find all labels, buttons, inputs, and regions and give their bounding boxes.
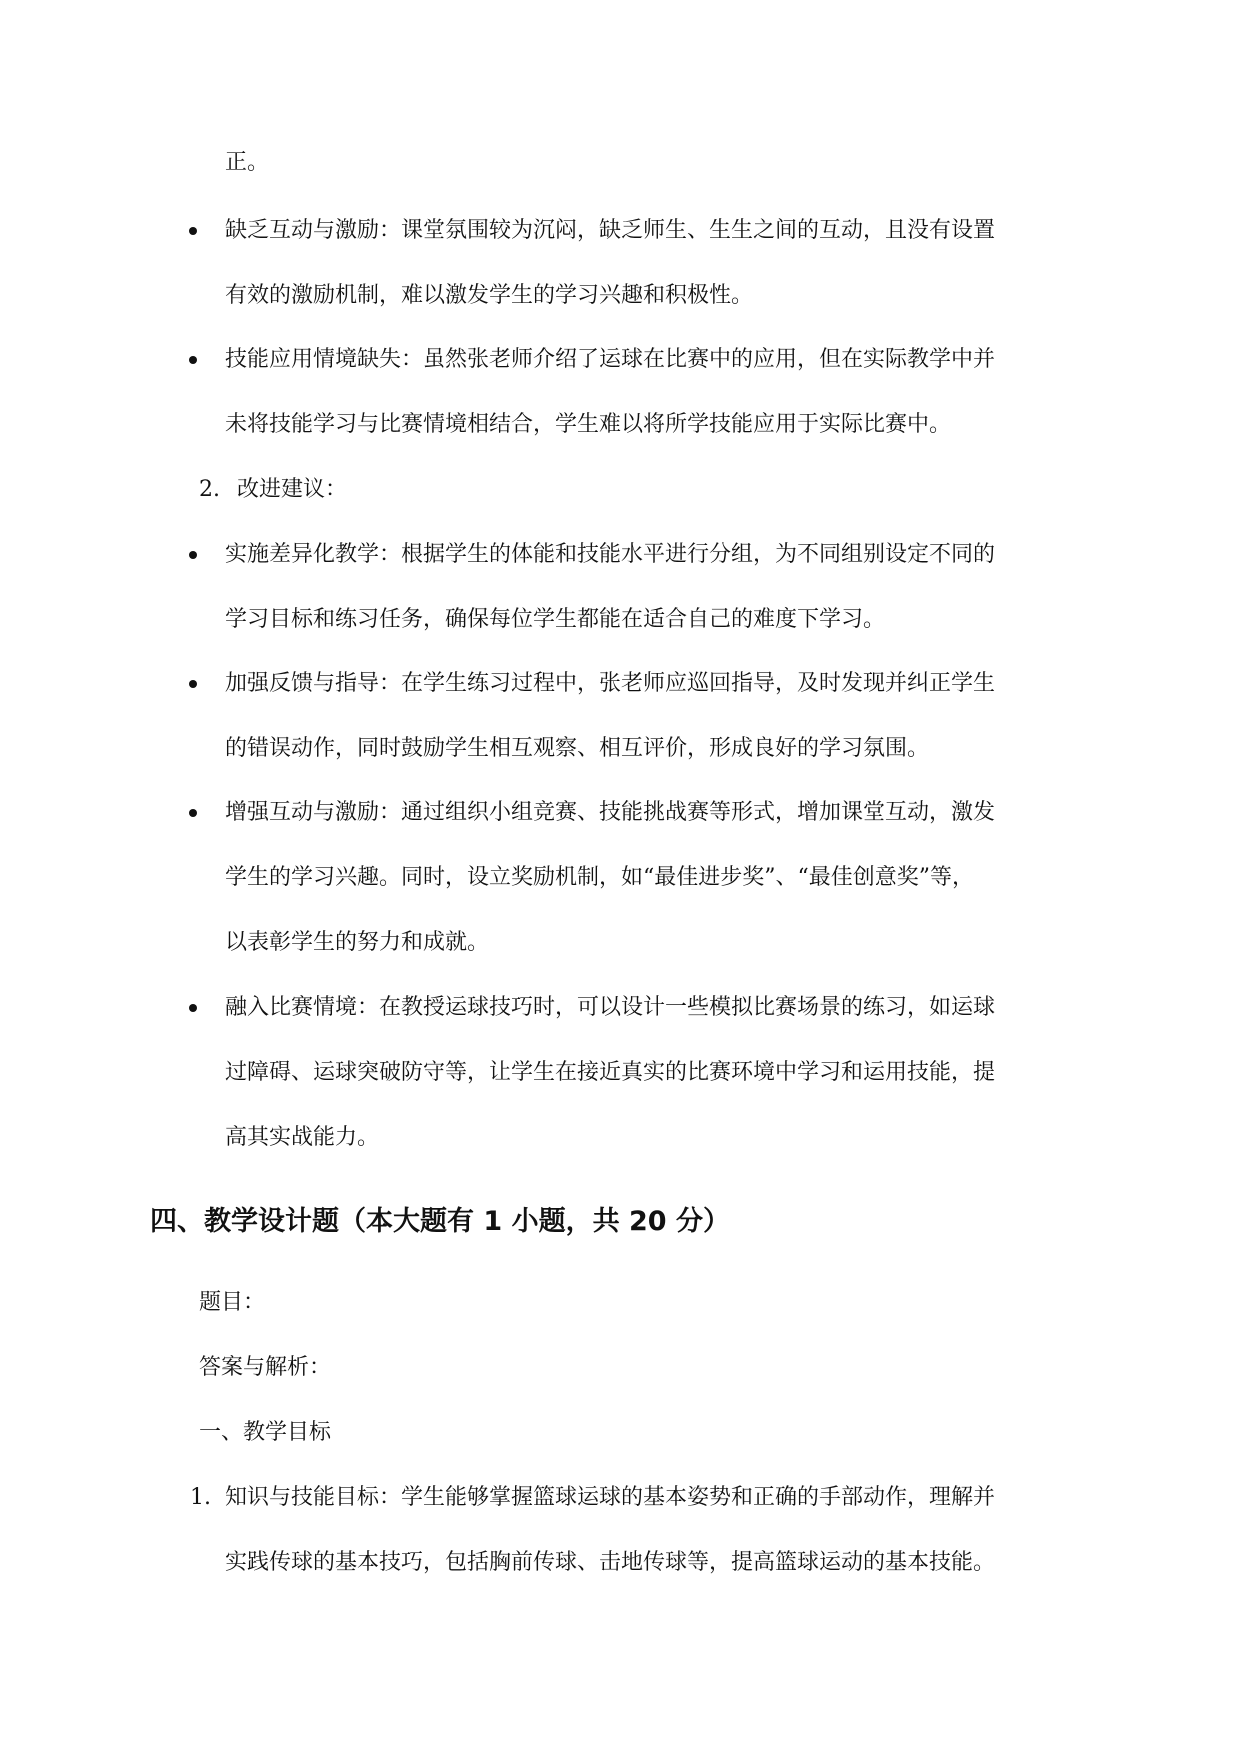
suggestions-number: 2. (199, 477, 220, 502)
objective-1-line-2: 实践传球的基本技巧，包括胸前传球、击地传球等，提高篮球运动的基本技能。 (225, 1550, 996, 1575)
problem-2-line-1: 技能应用情境缺失：虽然张老师介绍了运球在比赛中的应用，但在实际教学中并 (225, 347, 996, 372)
answer-label: 答案与解析： (199, 1355, 332, 1380)
suggestion-1-line-2: 学习目标和练习任务，确保每位学生都能在适合自己的难度下学习。 (225, 607, 886, 632)
bullet-marker (189, 227, 197, 235)
suggestion-2-line-1: 加强反馈与指导：在学生练习过程中，张老师应巡回指导，及时发现并纠正学生 (225, 671, 996, 696)
suggestion-2-line-2: 的错误动作，同时鼓励学生相互观察、相互评价，形成良好的学习氛围。 (225, 736, 930, 761)
bullet-marker (189, 551, 197, 559)
suggestion-3-line-2: 学生的学习兴趣。同时，设立奖励机制，如“最佳进步奖”、“最佳创意奖”等， (225, 865, 974, 890)
objective-1-line-1: 知识与技能目标：学生能够掌握篮球运球的基本姿势和正确的手部动作，理解并 (225, 1485, 996, 1510)
suggestion-4-line-2: 过障碍、运球突破防守等，让学生在接近真实的比赛环境中学习和运用技能，提 (225, 1060, 996, 1085)
objective-1-number: 1. (190, 1485, 211, 1510)
objectives-heading: 一、教学目标 (199, 1420, 332, 1445)
bullet-marker (189, 356, 197, 364)
problem-1-line-2: 有效的激励机制，难以激发学生的学习兴趣和积极性。 (225, 283, 754, 308)
bullet-marker (189, 809, 197, 817)
bullet-marker (189, 1004, 197, 1012)
continuation-text: 正。 (225, 150, 270, 175)
question-label: 题目： (199, 1290, 266, 1315)
suggestion-3-line-3: 以表彰学生的努力和成就。 (225, 930, 490, 955)
suggestion-4-line-3: 高其实战能力。 (225, 1125, 380, 1150)
suggestions-label: 改进建议： (237, 477, 348, 502)
suggestion-3-line-1: 增强互动与激励：通过组织小组竞赛、技能挑战赛等形式，增加课堂互动，激发 (225, 800, 996, 825)
problem-2-line-2: 未将技能学习与比赛情境相结合，学生难以将所学技能应用于实际比赛中。 (225, 412, 952, 437)
bullet-marker (189, 680, 197, 688)
section-heading: 四、教学设计题（本大题有 1 小题，共 20 分） (150, 1206, 730, 1237)
suggestion-4-line-1: 融入比赛情境：在教授运球技巧时，可以设计一些模拟比赛场景的练习，如运球 (225, 995, 996, 1020)
suggestion-1-line-1: 实施差异化教学：根据学生的体能和技能水平进行分组，为不同组别设定不同的 (225, 542, 996, 567)
problem-1-line-1: 缺乏互动与激励：课堂氛围较为沉闷，缺乏师生、生生之间的互动，且没有设置 (225, 218, 996, 243)
